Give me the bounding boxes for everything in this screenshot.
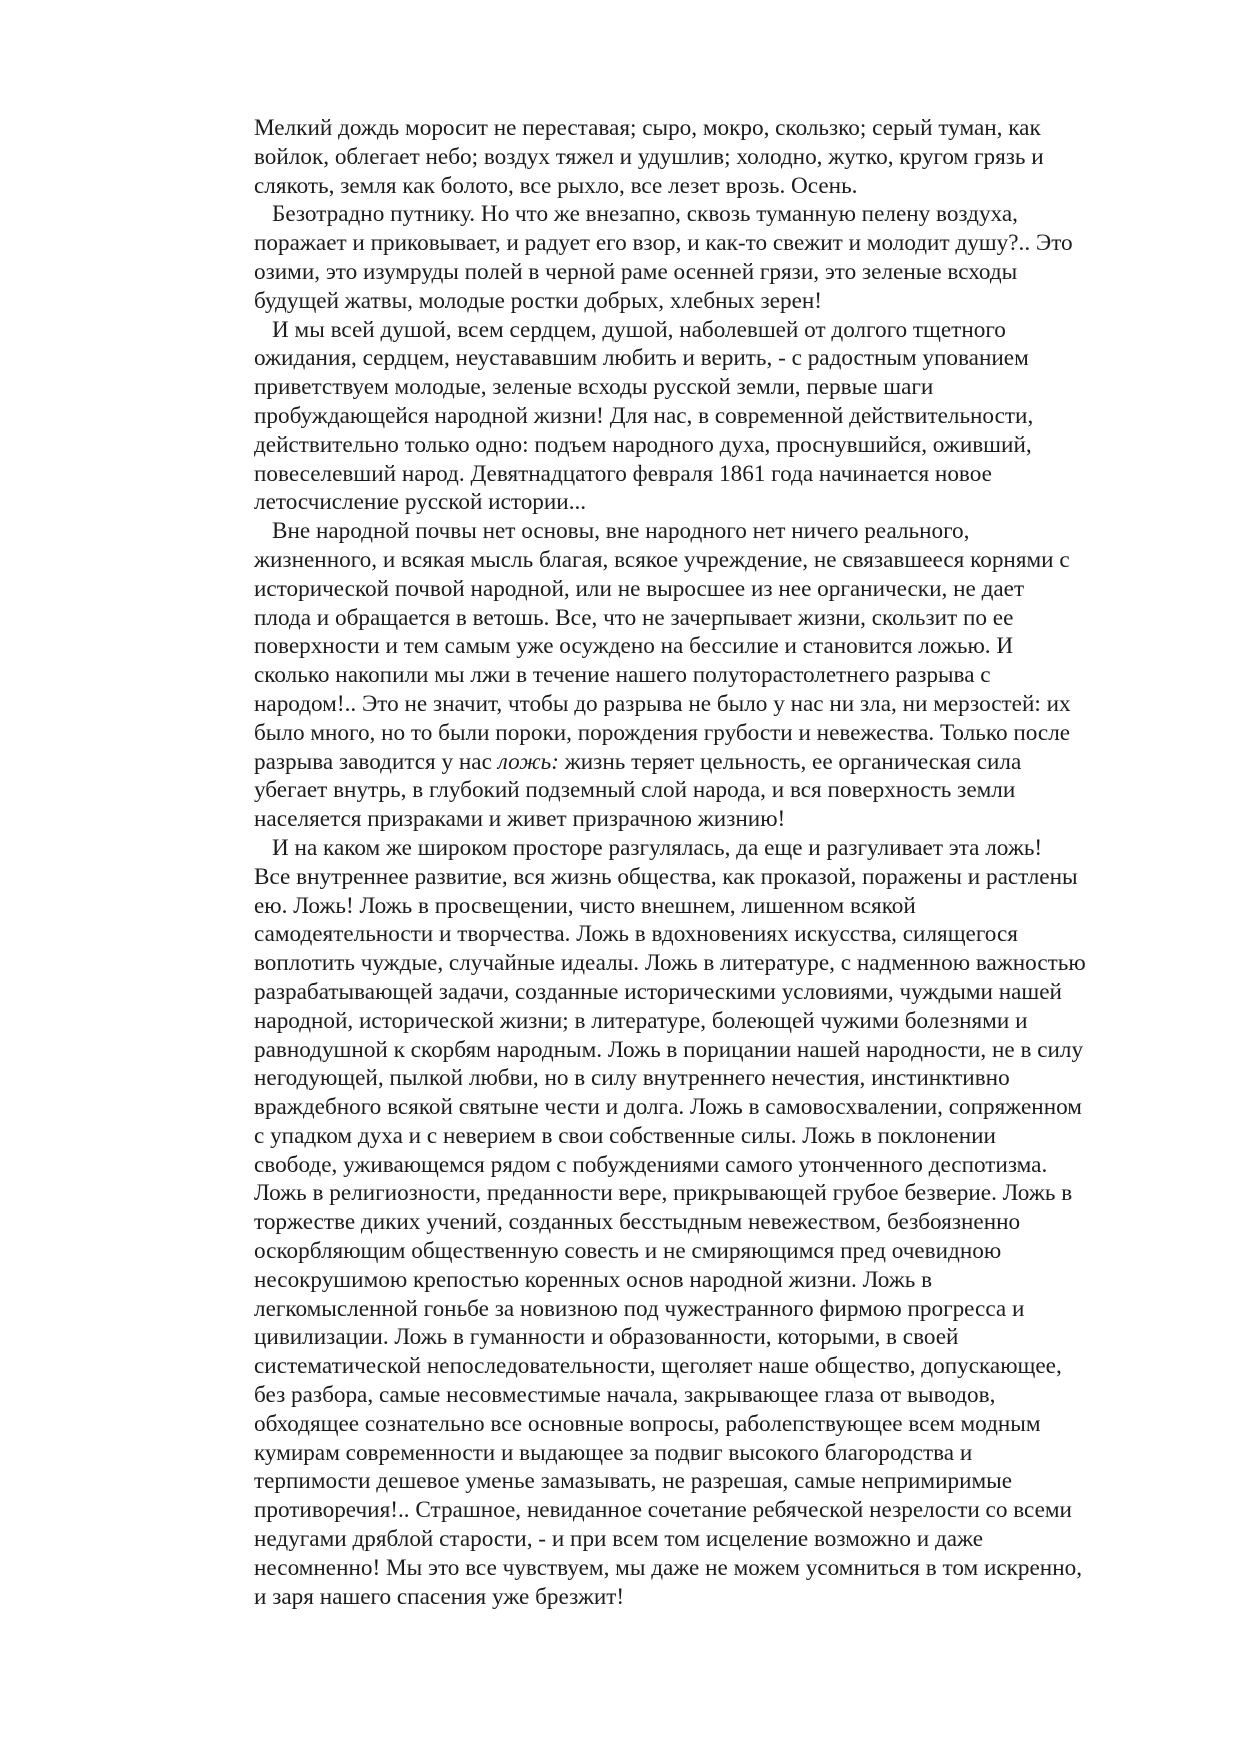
text-line: воплотить чуждые, случайные идеалы. Ложь в литературе, с надменною важностью — [254, 950, 1086, 977]
text-line: войлок, облегает небо; воздух тяжел и удушлив; холодно, жутко, кругом грязь и — [254, 143, 1044, 170]
text-line: разрабатывающей задачи, созданные историческими условиями, чуждыми нашей — [254, 978, 1062, 1005]
text-line: плода и обращается в ветошь. Все, что не зачерпывает жизни, скользит по ее — [254, 604, 1014, 631]
paragraph-3 — [254, 316, 1241, 518]
text-segment: жизнь теряет цельность, ее органическая сила — [558, 748, 1022, 775]
text-line: населяется призраками и живет призрачною жизнию! — [254, 806, 786, 833]
text-line: ожидания, сердцем, неустававшим любить и верить, - с радостным упованием — [254, 345, 1029, 372]
text-line: приветствуем молодые, зеленые всходы русской земли, первые шаги — [254, 374, 934, 401]
text-line: несомненно! Мы это все чувствуем, мы даже не можем усомниться в том искренно, — [254, 1554, 1083, 1581]
text-line: с упадком духа и с неверием в свои собственные силы. Ложь в поклонении — [254, 1122, 996, 1149]
text-line: враждебного всякой святыне чести и долга. Ложь в самовосхвалении, сопряженном — [254, 1094, 1082, 1121]
text-line: без разбора, самые несовместимые начала, закрывающее глаза от выводов, — [254, 1382, 996, 1409]
text-line: обходящее сознательно все основные вопросы, раболепствующее всем модным — [254, 1410, 1041, 1437]
text-line: торжестве диких учений, созданных бесстыдным невежеством, безбоязненно — [254, 1209, 1021, 1236]
text-line: было много, но то были пороки, порождения грубости и невежества. Только после — [254, 719, 1071, 746]
text-line: и заря нашего спасения уже брезжит! — [254, 1583, 625, 1610]
text-line: самодеятельности и творчества. Ложь в вдохновениях искусства, силящегося — [254, 921, 1018, 948]
text-line: Мелкий дождь моросит не переставая; сыро, мокро, скользко; серый туман, как — [254, 115, 1041, 141]
text-line: систематической непоследовательности, щеголяет наше общество, допускающее, — [254, 1353, 1062, 1380]
text-line: цивилизации. Ложь в гуманности и образованности, которыми, в своей — [254, 1324, 959, 1351]
text-line-with-italic — [254, 748, 1241, 777]
text-line: легкомысленной гоньбе за новизною под чужестранного фирмою прогресса и — [254, 1295, 1025, 1322]
text-line: Ложь в религиозности, преданности вере, прикрывающей грубое безверие. Ложь в — [254, 1180, 1073, 1207]
text-line: недугами дряблой старости, - и при всем том исцеление возможно и даже — [254, 1526, 984, 1553]
text-line: жизненного, и всякая мысль благая, всякое учреждение, не связавшееся корнями с — [254, 546, 1070, 573]
text-line: народной, исторической жизни; в литературе, болеющей чужими болезнями и — [254, 1007, 1028, 1034]
text-line: Все внутреннее развитие, вся жизнь общества, как проказой, поражены и растлены — [254, 863, 1078, 890]
text-line: кумирам современности и выдающее за подвиг высокого благородства и — [254, 1439, 973, 1466]
text-line: слякоть, земля как болото, все рыхло, все лезет врозь. Осень. — [254, 172, 858, 199]
text-line: оскорбляющим общественную совесть и не смиряющимся пред очевидною — [254, 1238, 1002, 1265]
text-line: народом!.. Это не значит, чтобы до разрыва не было у нас ни зла, ни мерзостей: их — [254, 690, 1071, 717]
text-line: убегает внутрь, в глубокий подземный слой народа, и вся поверхность земли — [254, 777, 1016, 804]
paragraph-5 — [254, 834, 1241, 1612]
text-line: будущей жатвы, молодые ростки добрых, хлебных зерен! — [254, 287, 822, 314]
text-line: равнодушной к скорбям народным. Ложь в порицании нашей народности, не в силу — [254, 1036, 1084, 1063]
paragraph-4 — [254, 517, 1241, 834]
text-line: ею. Ложь! Ложь в просвещении, чисто внешнем, лишенном всякой — [254, 892, 916, 919]
paragraph-1 — [254, 114, 1241, 200]
text-line: исторической почвой народной, или не выросшее из нее органически, не дает — [254, 575, 1025, 602]
text-line: сколько накопили мы лжи в течение нашего полуторастолетнего разрыва с — [254, 662, 991, 689]
text-line: терпимости дешевое уменье замазывать, не разрешая, самые непримиримые — [254, 1468, 1013, 1495]
text-line: противоречия!.. Страшное, невиданное сочетание ребяческой незрелости со всеми — [254, 1497, 1072, 1524]
italic-word: ложь: — [497, 748, 559, 775]
text-line: несокрушимою крепостью коренных основ народной жизни. Ложь в — [254, 1266, 933, 1293]
text-line: поверхности и тем самым уже осуждено на бессилие и становится ложью. И — [254, 633, 1014, 660]
text-line: Вне народной почвы нет основы, вне народного нет ничего реального, — [272, 518, 970, 545]
text-line: пробуждающейся народной жизни! Для нас, в современной действительности, — [254, 402, 1034, 429]
text-line: действительно только одно: подъем народного духа, проснувшийся, оживший, — [254, 431, 1032, 458]
text-segment: разрыва заводится у нас — [254, 748, 498, 775]
text-line: негодующей, пылкой любви, но в силу внутреннего нечестия, инстинктивно — [254, 1065, 1010, 1092]
text-line: Безотрадно путнику. Но что же внезапно, сквозь туманную пелену воздуха, — [272, 201, 1018, 228]
text-line: летосчисление русской истории... — [254, 489, 587, 516]
document-page — [254, 114, 1241, 1611]
text-line: И мы всей душой, всем сердцем, душой, наболевшей от долгого тщетного — [272, 316, 1006, 343]
paragraph-2 — [254, 200, 1241, 315]
text-line: повеселевший народ. Девятнадцатого февраля 1861 года начинается новое — [254, 460, 992, 487]
text-line: свободе, уживающемся рядом с побуждениями самого утонченного деспотизма. — [254, 1151, 1048, 1178]
text-line: И на каком же широком просторе разгулялась, да еще и разгуливает эта ложь! — [272, 834, 1043, 861]
text-line: озими, это изумруды полей в черной раме осенней грязи, это зеленые всходы — [254, 258, 1018, 285]
text-line: поражает и приковывает, и радует его взор, и как-то свежит и молодит душу?.. Это — [254, 230, 1073, 257]
